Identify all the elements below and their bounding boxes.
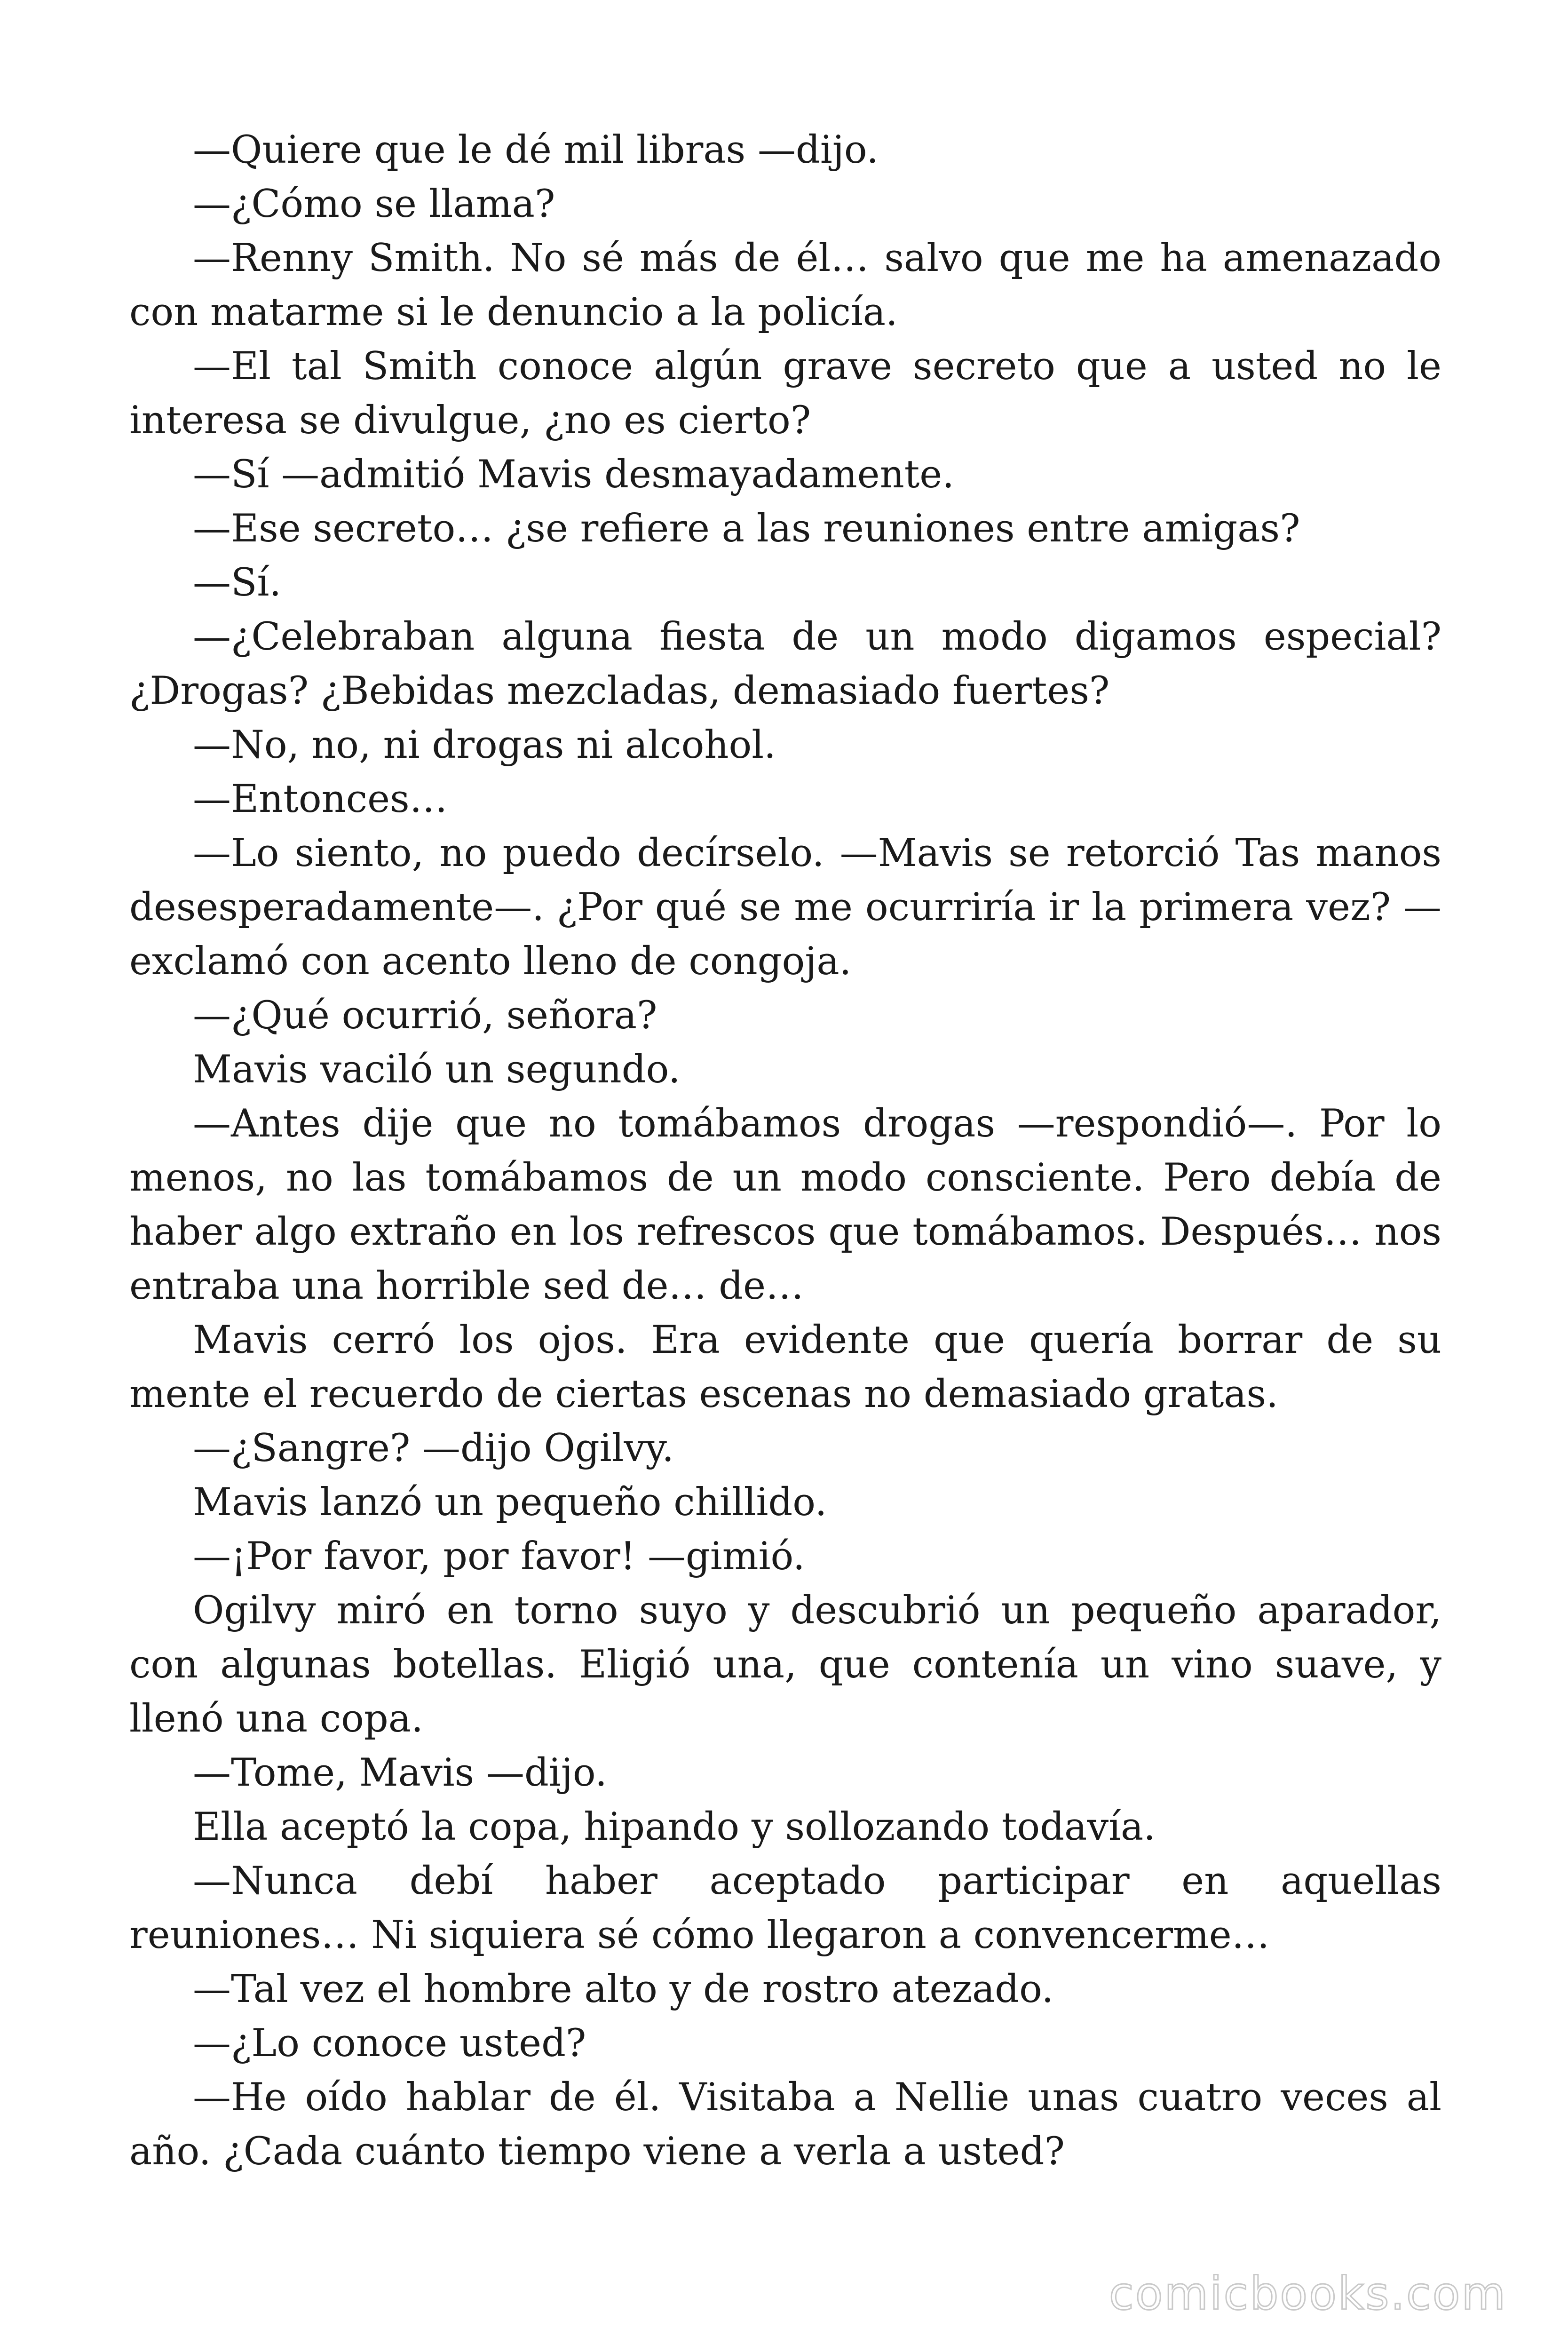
- paragraph: —¡Por favor, por favor! —gimió.: [193, 1534, 805, 1579]
- paragraph: —Nunca debí haber aceptado participar en aquellas reuniones… Ni siquiera sé cómo llegaron a convencerme…: [129, 1859, 1441, 1957]
- paragraph: Mavis cerró los ojos. Era evidente que quería borrar de su mente el recuerdo de ciertas escenas no demasiado gratas.: [129, 1318, 1441, 1416]
- paragraph: Mavis vaciló un segundo.: [193, 1048, 681, 1092]
- paragraph: —¿Qué ocurrió, señora?: [193, 993, 657, 1038]
- paragraph: —Tome, Mavis —dijo.: [193, 1751, 607, 1795]
- paragraph: —Sí —admitió Mavis desmayadamente.: [193, 453, 954, 497]
- paragraph: —Tal vez el hombre alto y de rostro atezado.: [193, 1967, 1054, 2011]
- page-text: [129, 123, 1441, 2179]
- paragraph: —El tal Smith conoce algún grave secreto que a usted no le interesa se divulgue, ¿no es cierto?: [129, 344, 1441, 443]
- paragraph: Ella aceptó la copa, hipando y sollozando todavía.: [193, 1805, 1156, 1849]
- paragraph: —¿Celebraban alguna fiesta de un modo digamos especial? ¿Drogas? ¿Bebidas mezcladas, demasiado fuertes?: [129, 615, 1441, 713]
- paragraph: —Entonces…: [193, 777, 448, 821]
- paragraph: —Renny Smith. No sé más de él… salvo que me ha amenazado con matarme si le denuncio a la policía.: [129, 236, 1441, 334]
- paragraph: —Quiere que le dé mil libras —dijo.: [193, 128, 879, 172]
- paragraph: —¿Cómo se llama?: [193, 182, 555, 226]
- paragraph: —Lo siento, no puedo decírselo. —Mavis se retorció Tas manos desesperadamente—. ¿Por qué se me ocurriría ir la primera vez? —exclamó con acento lleno de congoja.: [129, 831, 1441, 984]
- paragraph: —He oído hablar de él. Visitaba a Nellie unas cuatro veces al año. ¿Cada cuánto tiempo viene a verla a usted?: [129, 2075, 1441, 2174]
- paragraph: —Sí.: [193, 561, 282, 605]
- paragraph: —Antes dije que no tomábamos drogas —respondió—. Por lo menos, no las tomábamos de un modo consciente. Pero debía de haber algo extraño en los refrescos que tomábamos. Después… nos entraba una horrible sed de… de…: [129, 1102, 1441, 1308]
- watermark: comicbooks.com: [1109, 2267, 1507, 2320]
- paragraph: —Ese secreto… ¿se refiere a las reuniones entre amigas?: [193, 507, 1300, 551]
- paragraph: Mavis lanzó un pequeño chillido.: [193, 1480, 827, 1525]
- paragraph: Ogilvy miró en torno suyo y descubrió un pequeño aparador, con algunas botellas. Eligió una, que contenía un vino suave, y llenó una copa.: [129, 1589, 1441, 1741]
- paragraph: —No, no, ni drogas ni alcohol.: [193, 723, 776, 767]
- paragraph: —¿Sangre? —dijo Ogilvy.: [193, 1426, 674, 1470]
- paragraph: —¿Lo conoce usted?: [193, 2021, 586, 2066]
